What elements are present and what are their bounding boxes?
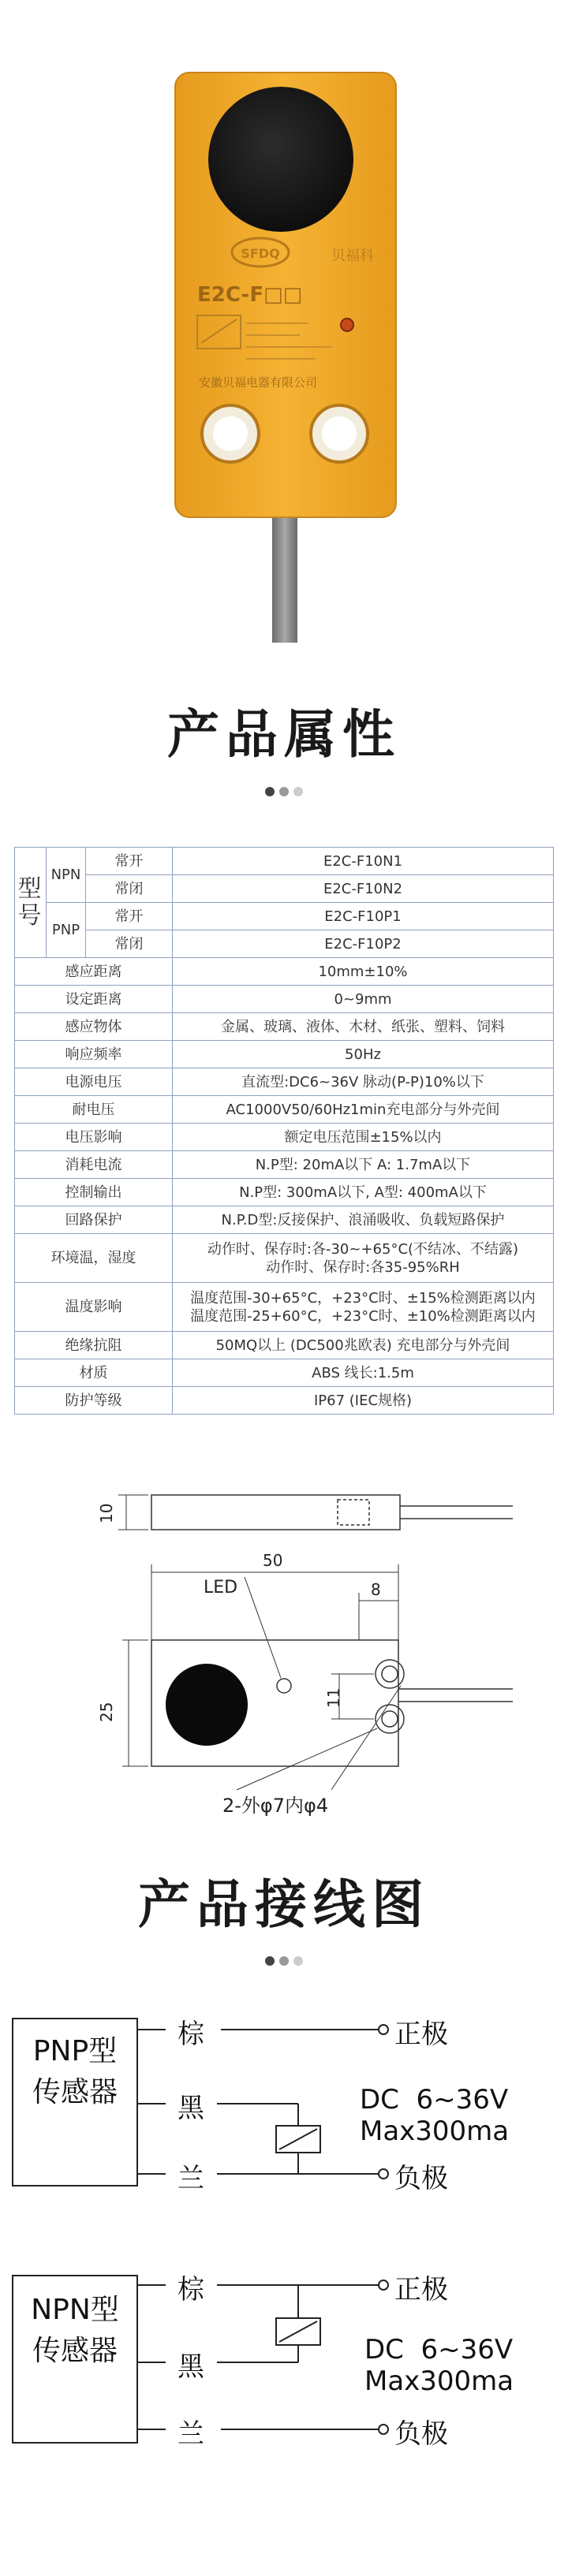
product-photo	[0, 0, 568, 654]
wiring-title: 产品接线图	[138, 1874, 430, 1935]
row-value: IP67 (IEC规格)	[173, 1387, 554, 1415]
dim-hole-spacing: 11	[324, 1687, 343, 1708]
row-label: 感应距离	[15, 958, 173, 986]
row-value: N.P型: 20mA以下 A: 1.7mA以下	[173, 1151, 554, 1179]
model-marking: E2C-F□□	[197, 283, 303, 307]
npn-blue-label: 兰	[178, 2418, 204, 2450]
pnp-box-line2: 传感器	[32, 2076, 118, 2108]
row-label: 设定距离	[15, 986, 173, 1013]
brand-logo: SFDQ	[241, 246, 280, 261]
temp-line2: 温度范围-25+60°C，+23°C时、±10%检测距离以内	[190, 1307, 536, 1325]
row-label: 耐电压	[15, 1096, 173, 1124]
sensing-face	[208, 87, 353, 232]
dim-width: 25	[97, 1702, 116, 1722]
row-value: 直流型:DC6~36V 脉动(P-P)10%以下	[173, 1068, 554, 1096]
npn-box-line2: 传感器	[32, 2335, 118, 2367]
led-mark	[277, 1679, 291, 1693]
no-label: 常开	[86, 903, 173, 930]
row-value: ABS 线长:1.5m	[173, 1359, 554, 1387]
pnp-dc-label: DC 6~36V	[360, 2084, 509, 2116]
pnp-box-label	[13, 2031, 137, 2113]
temp-value	[173, 1283, 554, 1332]
row-value: 额定电压范围±15%以内	[173, 1124, 554, 1151]
row-label: 材质	[15, 1359, 173, 1387]
row-value: N.P型: 300mA以下, A型: 400mA以下	[173, 1179, 554, 1206]
dimension-drawing	[0, 1482, 568, 1829]
row-label: 回路保护	[15, 1206, 173, 1234]
row-label: 消耗电流	[15, 1151, 173, 1179]
type-label: 型号	[15, 848, 47, 958]
nc-label: 常闭	[86, 930, 173, 958]
section-dots	[0, 785, 568, 800]
npn-box-line1: NPN型	[31, 2294, 119, 2326]
dim-length: 50	[263, 1551, 283, 1570]
env-value	[173, 1234, 554, 1283]
nc-label: 常闭	[86, 875, 173, 903]
brand-cn: 贝福科	[331, 248, 374, 264]
env-line1: 动作时、保存时:各-30~+65°C(不结冰、不结露)	[207, 1240, 519, 1258]
dim-height: 10	[97, 1503, 116, 1523]
npn-max-label: Max300ma	[364, 2365, 514, 2397]
holes-note: 2-外φ7内φ4	[222, 1795, 329, 1817]
spec-table	[14, 847, 554, 1415]
npn-negative-label: 负极	[394, 2418, 448, 2450]
row-label: 电源电压	[15, 1068, 173, 1096]
row-label: 电压影响	[15, 1124, 173, 1151]
sensing-face-drawing	[166, 1664, 248, 1746]
pnp-box-line1: PNP型	[32, 2035, 118, 2067]
no-label: 常开	[86, 848, 173, 875]
pnp-negative-label: 负极	[394, 2163, 448, 2194]
npn-label: NPN	[47, 848, 86, 903]
row-value: 50Hz	[173, 1041, 554, 1068]
row-label: 响应频率	[15, 1041, 173, 1068]
model-cell: E2C-F10P2	[173, 930, 554, 958]
npn-box-label	[13, 2290, 137, 2372]
row-value: AC1000V50/60Hz1min充电部分与外壳间	[173, 1096, 554, 1124]
row-label: 控制输出	[15, 1179, 173, 1206]
row-label: 感应物体	[15, 1013, 173, 1041]
temp-line1: 温度范围-30+65°C，+23°C时、±15%检测距离以内	[190, 1289, 536, 1307]
pnp-black-label: 黑	[178, 2093, 204, 2124]
pnp-positive-label: 正极	[394, 2019, 448, 2050]
model-cell: E2C-F10N1	[173, 848, 554, 875]
npn-brown-label: 棕	[178, 2274, 204, 2306]
row-value: 50MQ以上 (DC500兆欧表) 充电部分与外壳间	[173, 1332, 554, 1359]
model-cell: E2C-F10N2	[173, 875, 554, 903]
led-label: LED	[204, 1578, 238, 1597]
npn-black-label: 黑	[178, 2351, 204, 2383]
section-dots	[0, 1954, 568, 1969]
env-line2: 动作时、保存时:各35-95%RH	[266, 1258, 460, 1276]
led-indicator	[341, 319, 353, 331]
side-view	[118, 1495, 513, 1530]
pnp-blue-label: 兰	[178, 2163, 204, 2194]
env-label: 环境温，湿度	[15, 1234, 173, 1283]
row-value: 0~9mm	[173, 986, 554, 1013]
pnp-max-label: Max300ma	[360, 2116, 510, 2147]
row-label: 防护等级	[15, 1387, 173, 1415]
attributes-title: 产品属性	[167, 704, 401, 765]
row-value: 10mm±10%	[173, 958, 554, 986]
company-marking: 安徽贝福电器有限公司	[199, 375, 318, 390]
npn-positive-label: 正极	[394, 2274, 448, 2306]
dim-hole-offset: 8	[371, 1580, 381, 1599]
row-value: N.P.D型:反接保护、浪涌吸收、负载短路保护	[173, 1206, 554, 1234]
pnp-label: PNP	[47, 903, 86, 958]
npn-dc-label: DC 6~36V	[364, 2334, 514, 2365]
temp-label: 温度影响	[15, 1283, 173, 1332]
pnp-brown-label: 棕	[178, 2019, 204, 2050]
row-label: 绝缘抗阻	[15, 1332, 173, 1359]
model-cell: E2C-F10P1	[173, 903, 554, 930]
row-value: 金属、玻璃、液体、木材、纸张、塑料、饲料	[173, 1013, 554, 1041]
